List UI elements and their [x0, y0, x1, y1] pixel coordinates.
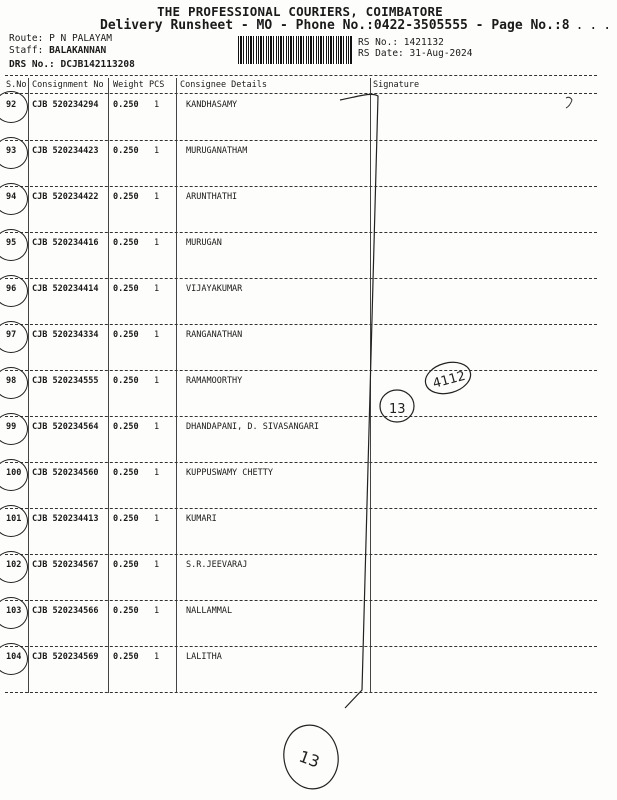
- row-consignment-no: CJB 520234566: [32, 606, 99, 616]
- row-weight: 0.250: [113, 652, 139, 662]
- row-consignee: RANGANATHAN: [186, 330, 243, 340]
- row-consignment-no: CJB 520234564: [32, 422, 99, 432]
- row-weight: 0.250: [113, 560, 139, 570]
- col-sno: S.No: [6, 80, 27, 90]
- row-consignee: KUMARI: [186, 514, 217, 524]
- row-sno: 94: [6, 192, 17, 202]
- row-weight: 0.250: [113, 238, 139, 248]
- row-sno: 97: [6, 330, 17, 340]
- row-pcs: 1: [154, 422, 160, 432]
- row-consignment-no: CJB 520234423: [32, 146, 99, 156]
- row-consignee: MURUGAN: [186, 238, 222, 248]
- route-value: P N PALAYAM: [49, 33, 112, 44]
- row-sno: 103: [6, 606, 22, 616]
- rs-no-label: RS No.:: [358, 37, 399, 48]
- staff-value: BALAKANNAN: [49, 45, 107, 56]
- row-pcs: 1: [154, 606, 160, 616]
- row-consignee: MURUGANATHAM: [186, 146, 248, 156]
- row-consignee: LALITHA: [186, 652, 222, 662]
- row-sno: 104: [6, 652, 22, 662]
- drs-value: DCJB142113208: [60, 59, 135, 70]
- row-consignee: KUPPUSWAMY CHETTY: [186, 468, 273, 478]
- row-sno: 93: [6, 146, 17, 156]
- row-pcs: 1: [154, 330, 160, 340]
- row-weight: 0.250: [113, 330, 139, 340]
- row-consignee: DHANDAPANI, D. SIVASANGARI: [186, 422, 320, 432]
- row-sno: 92: [6, 100, 17, 110]
- company-title: THE PROFESSIONAL COURIERS, COIMBATORE: [157, 4, 443, 19]
- row-consignee: S.R.JEEVARAJ: [186, 560, 248, 570]
- row-pcs: 1: [154, 238, 160, 248]
- row-consignee: KANDHASAMY: [186, 100, 238, 110]
- row-sno: 102: [6, 560, 22, 570]
- col-consignee: Consignee Details: [180, 80, 267, 90]
- col-pcs: PCS: [149, 80, 165, 90]
- handwritten-note: 13: [389, 402, 406, 417]
- row-consignment-no: CJB 520234413: [32, 514, 99, 524]
- row-consignment-no: CJB 520234416: [32, 238, 99, 248]
- row-weight: 0.250: [113, 514, 139, 524]
- row-consignment-no: CJB 520234414: [32, 284, 99, 294]
- row-sno: 98: [6, 376, 17, 386]
- route-label: Route:: [9, 33, 44, 44]
- drs-label: DRS No.:: [9, 59, 55, 70]
- row-consignment-no: CJB 520234294: [32, 100, 99, 110]
- rs-date-label: RS Date:: [358, 48, 404, 59]
- row-weight: 0.250: [113, 146, 139, 156]
- row-sno: 96: [6, 284, 17, 294]
- row-weight: 0.250: [113, 468, 139, 478]
- row-pcs: 1: [154, 376, 160, 386]
- row-pcs: 1: [154, 514, 160, 524]
- row-pcs: 1: [154, 652, 160, 662]
- handwritten-note: 13: [296, 746, 323, 772]
- col-weight: Weight: [113, 80, 144, 90]
- col-consignment: Consignment No: [32, 80, 104, 90]
- row-weight: 0.250: [113, 376, 139, 386]
- row-consignment-no: CJB 520234567: [32, 560, 99, 570]
- row-consignee: RAMAMOORTHY: [186, 376, 243, 386]
- col-signature: Signature: [373, 80, 420, 90]
- row-sno: 99: [6, 422, 17, 432]
- row-pcs: 1: [154, 560, 160, 570]
- row-consignment-no: CJB 520234334: [32, 330, 99, 340]
- row-weight: 0.250: [113, 100, 139, 110]
- rs-no-value: 1421132: [403, 37, 444, 48]
- row-consignee: VIJAYAKUMAR: [186, 284, 243, 294]
- row-weight: 0.250: [113, 284, 139, 294]
- row-pcs: 1: [154, 468, 160, 478]
- row-sno: 100: [6, 468, 22, 478]
- row-consignee: NALLAMMAL: [186, 606, 233, 616]
- row-consignment-no: CJB 520234569: [32, 652, 99, 662]
- rs-date-value: 31-Aug-2024: [409, 48, 473, 59]
- row-consignment-no: CJB 520234422: [32, 192, 99, 202]
- handwritten-note: 4112: [431, 368, 468, 392]
- runsheet-subtitle-text: Delivery Runsheet - MO - Phone No.:0422-3505555 - Page No.:8: [100, 18, 570, 33]
- row-pcs: 1: [154, 146, 160, 156]
- staff-label: Staff:: [9, 45, 44, 56]
- row-sno: 101: [6, 514, 22, 524]
- tick-mark: [566, 97, 572, 108]
- row-consignee: ARUNTHATHI: [186, 192, 238, 202]
- scan-specks: ...: [575, 18, 617, 33]
- row-weight: 0.250: [113, 422, 139, 432]
- row-consignment-no: CJB 520234560: [32, 468, 99, 478]
- signature-scribble: [340, 94, 378, 708]
- row-sno: 95: [6, 238, 17, 248]
- row-weight: 0.250: [113, 192, 139, 202]
- row-pcs: 1: [154, 192, 160, 202]
- row-weight: 0.250: [113, 606, 139, 616]
- row-pcs: 1: [154, 284, 160, 294]
- row-consignment-no: CJB 520234555: [32, 376, 99, 386]
- row-pcs: 1: [154, 100, 160, 110]
